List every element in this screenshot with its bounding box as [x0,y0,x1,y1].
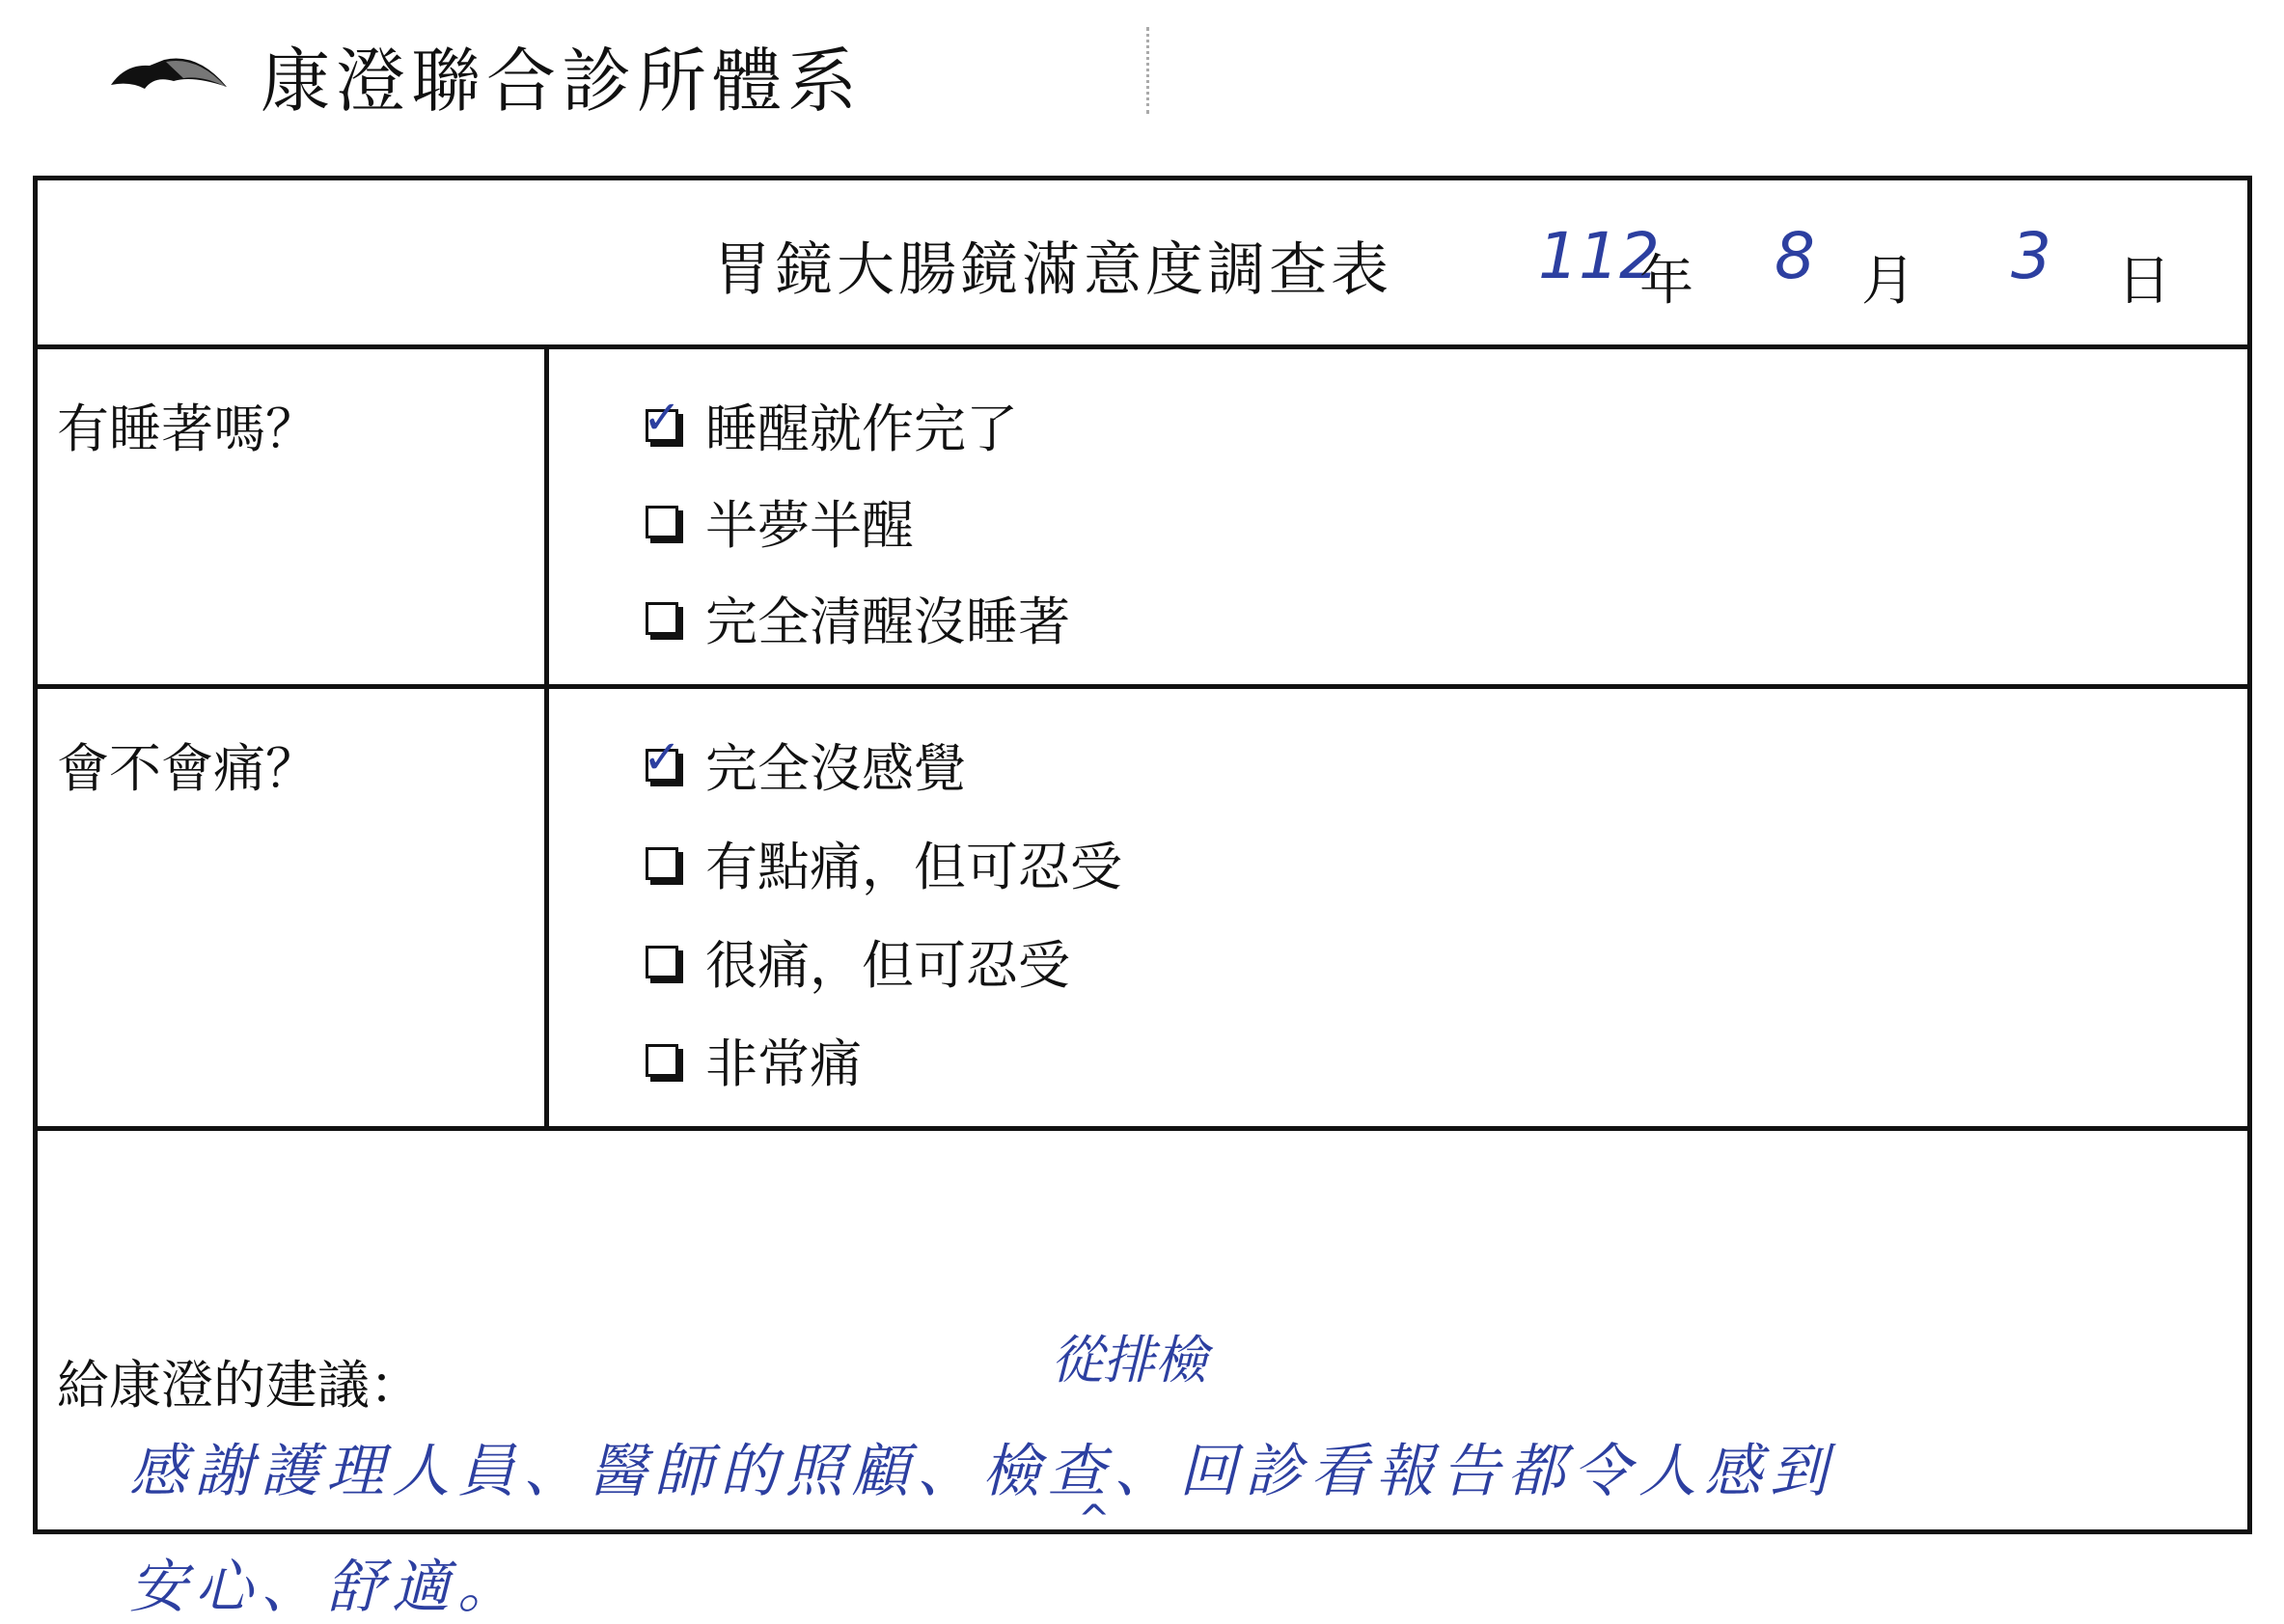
check-mark-icon: ✓ [643,390,682,445]
option-label: 半夢半醒 [705,495,914,556]
suggestion-line-2: 安心、舒適。 [129,1554,523,1621]
checkbox[interactable] [646,1044,678,1077]
month-label: 月 [1861,250,1915,313]
insert-caret-icon: ^ [1078,1498,1111,1542]
question-pain-row [38,689,2247,1131]
form-title: 胃鏡大腸鏡滿意度調查表 [713,236,1392,304]
suggestion-label: 給康澄的建議： [57,1355,422,1416]
option-sleep-1[interactable] [643,388,1018,462]
checkbox[interactable] [643,729,682,784]
checkbox[interactable] [646,847,678,880]
year-value: 112 [1538,219,1660,293]
column-divider [544,349,549,684]
checkbox[interactable] [646,602,678,635]
option-label: 睡醒就作完了 [705,399,1018,459]
option-pain-4[interactable] [646,1023,862,1097]
suggestion-section [38,1300,2247,1621]
suggestion-line-1: 感謝護理人員、醫師的照顧、檢查、回診看報告都令人感到 [129,1438,1835,1505]
option-pain-2[interactable] [646,826,1122,900]
checkbox[interactable] [643,390,682,445]
option-label: 很痛，但可忍受 [705,935,1070,996]
option-label: 有點痛，但可忍受 [705,837,1122,897]
title-row [38,180,2247,349]
option-sleep-3[interactable] [646,581,1070,655]
option-pain-1[interactable] [643,728,966,802]
question-pain-label: 會不會痛？ [57,738,317,799]
scan-mark [1146,27,1153,114]
survey-form [33,176,2252,1621]
suggestion-inserted-text: 從排檢 [1051,1330,1207,1390]
check-mark-icon: ✓ [643,729,682,784]
month-value: 8 [1775,219,1815,293]
option-sleep-2[interactable] [646,484,914,559]
organization-name: 康澄聯合診所體系 [261,41,864,122]
option-pain-3[interactable] [646,924,1070,999]
question-sleep-row [38,349,2247,689]
column-divider [544,689,549,1126]
year-label: 年 [1639,250,1693,313]
question-sleep-label: 有睡著嗎？ [57,399,317,459]
option-label: 完全清醒沒睡著 [705,592,1070,652]
option-label: 非常痛 [705,1033,862,1094]
day-value: 3 [2011,219,2051,293]
clinic-logo-icon [106,46,232,104]
org-header [106,27,863,124]
option-label: 完全沒感覺 [705,738,966,799]
day-label: 日 [2117,250,2171,313]
checkbox[interactable] [646,506,678,538]
checkbox[interactable] [646,946,678,978]
